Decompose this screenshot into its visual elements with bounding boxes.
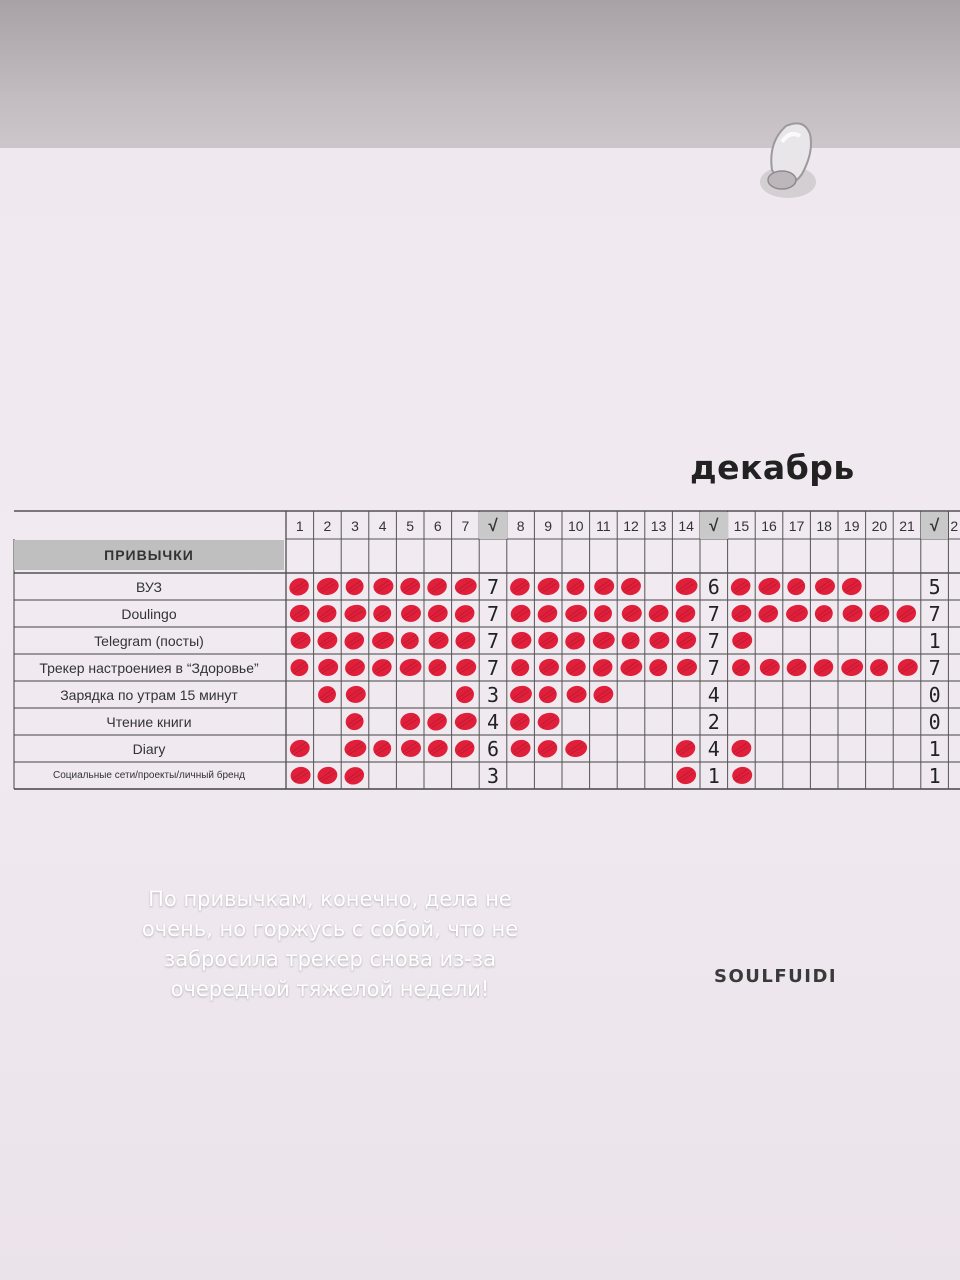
habit-mark — [759, 658, 781, 677]
habit-mark — [840, 657, 865, 678]
week-total: 3 — [486, 763, 499, 788]
habit-mark — [426, 603, 450, 625]
habit-mark — [563, 629, 588, 652]
habits-header: ПРИВЫЧКИ — [14, 540, 284, 570]
habit-mark — [673, 602, 698, 625]
habit-mark — [897, 658, 919, 677]
habit-mark — [371, 738, 394, 760]
habit-mark — [509, 603, 533, 625]
week-total: 6 — [707, 574, 720, 599]
day-number: 19 — [844, 517, 860, 534]
month-title: декабрь — [690, 448, 855, 487]
habit-mark — [426, 657, 449, 679]
habit-mark — [453, 576, 478, 597]
habit-mark — [400, 739, 422, 758]
day-number: 8 — [516, 517, 525, 534]
habit-mark — [369, 656, 394, 679]
habit-mark — [536, 630, 560, 652]
week-total: 6 — [486, 736, 499, 761]
habit-name: Diary — [132, 740, 166, 757]
habit-mark — [428, 631, 450, 650]
habit-mark — [621, 604, 643, 623]
habit-mark — [453, 711, 478, 732]
habit-mark — [288, 603, 312, 625]
caption-line: очередной тяжелой недели! — [170, 977, 490, 1001]
habit-mark — [290, 631, 312, 650]
week-total: 4 — [486, 709, 499, 734]
habit-mark — [564, 603, 589, 624]
habit-mark — [507, 575, 532, 598]
habit-mark — [785, 603, 810, 624]
habit-mark — [811, 656, 836, 679]
habit-mark — [371, 603, 394, 625]
week-total: 4 — [707, 682, 720, 707]
habit-mark — [592, 603, 615, 625]
habit-mark — [290, 766, 312, 785]
habit-mark — [509, 738, 533, 760]
week-total: 0 — [928, 709, 941, 734]
caption-line: По привычкам, конечно, дела не — [148, 887, 512, 911]
habit-mark — [371, 630, 396, 651]
day-number: 7 — [461, 517, 470, 534]
habit-mark — [342, 629, 367, 652]
week-total: 1 — [928, 628, 941, 653]
day-number: 20 — [871, 517, 888, 534]
caption-line: забросила трекер снова из-за — [164, 947, 496, 971]
habit-mark — [400, 604, 422, 623]
week-total: 7 — [928, 601, 941, 626]
day-number: 5 — [406, 517, 415, 534]
habit-name: Социальные сети/проекты/личный бренд — [53, 770, 245, 781]
habit-mark — [452, 602, 477, 625]
week-total: 2 — [707, 709, 720, 734]
day-number: 17 — [788, 517, 805, 534]
day-number: 2 — [323, 517, 332, 534]
habit-mark — [287, 575, 312, 598]
week-total: 5 — [928, 574, 941, 599]
day-number: 4 — [378, 517, 387, 534]
habit-mark — [343, 576, 366, 598]
habit-mark — [507, 710, 532, 733]
habit-mark — [425, 710, 450, 733]
habit-mark — [728, 575, 753, 598]
habit-mark — [509, 684, 534, 705]
habit-mark — [674, 630, 698, 652]
habit-mark — [564, 576, 587, 598]
habit-name: Telegram (посты) — [94, 632, 204, 649]
habit-mark — [455, 658, 477, 677]
week-total: 7 — [486, 655, 499, 680]
day-number: 3 — [351, 517, 359, 534]
day-number: 21 — [899, 517, 915, 534]
habit-mark — [398, 657, 423, 678]
day-number: 9 — [544, 517, 553, 534]
week-total: 1 — [707, 763, 720, 788]
day-number: 10 — [568, 517, 584, 534]
habit-mark — [894, 602, 919, 625]
habit-name: Doulingo — [121, 605, 177, 622]
habit-mark — [868, 603, 892, 625]
habit-mark — [316, 684, 339, 706]
habit-mark — [868, 657, 891, 679]
week-total: 7 — [707, 628, 720, 653]
week-total: 4 — [707, 736, 720, 761]
habit-mark — [454, 630, 478, 652]
habit-mark — [537, 684, 560, 706]
habit-mark — [590, 656, 615, 679]
habit-mark — [619, 576, 643, 598]
habit-mark — [731, 766, 753, 785]
habit-mark — [426, 738, 450, 760]
caption-line: очень, но горжусь с собой, что не — [141, 917, 519, 941]
habit-mark — [452, 737, 477, 760]
habit-mark — [842, 604, 864, 623]
day-number: 13 — [650, 517, 667, 534]
habit-mark — [316, 765, 340, 787]
habit-mark — [288, 657, 311, 679]
habit-mark — [730, 738, 754, 760]
habit-mark — [674, 576, 699, 597]
brand-name: SOULFUIDI — [714, 966, 838, 987]
habit-mark — [647, 657, 670, 679]
habit-mark — [785, 657, 809, 679]
week-total: 1 — [928, 763, 941, 788]
week-check-header: √ — [479, 512, 507, 539]
habit-name: Трекер настроениея в “Здоровье” — [39, 659, 259, 676]
day-number: 18 — [816, 517, 832, 534]
habit-mark — [510, 631, 532, 650]
habit-mark — [757, 576, 782, 597]
day-number: 16 — [761, 517, 777, 534]
day-number: 14 — [678, 517, 694, 534]
story-caption — [110, 884, 550, 1004]
habit-mark — [425, 575, 450, 598]
habit-mark — [454, 684, 477, 706]
habit-mark — [814, 577, 836, 596]
habit-mark — [538, 658, 560, 677]
habit-mark — [813, 603, 836, 625]
habit-mark — [398, 576, 422, 598]
habit-mark — [785, 576, 808, 598]
habit-mark — [676, 658, 698, 677]
habit-mark — [566, 685, 588, 704]
habit-mark — [536, 711, 561, 732]
habit-mark — [342, 764, 367, 787]
habit-mark — [314, 602, 339, 625]
habit-name: Чтение книги — [106, 713, 192, 730]
day-number: 1 — [295, 517, 304, 534]
habit-mark — [509, 657, 532, 679]
day-number: 12 — [623, 517, 639, 534]
habit-mark — [647, 603, 671, 625]
habit-mark — [619, 630, 642, 652]
habit-mark — [730, 603, 754, 625]
habit-mark — [564, 657, 588, 679]
habit-mark — [343, 711, 366, 733]
habit-mark — [535, 737, 560, 760]
habit-mark — [316, 630, 340, 652]
week-total: 7 — [486, 601, 499, 626]
habit-name: ВУЗ — [136, 578, 162, 595]
habit-mark — [592, 684, 616, 706]
week-total: 7 — [486, 628, 499, 653]
habit-mark — [648, 631, 670, 650]
habit-mark — [343, 657, 367, 679]
habit-mark — [591, 630, 616, 651]
habit-mark — [535, 602, 560, 625]
habit-mark — [343, 738, 368, 759]
habit-mark — [317, 658, 339, 677]
habit-mark — [343, 603, 368, 624]
habit-mark — [564, 738, 589, 759]
day-number: 2 — [950, 517, 959, 534]
habit-mark — [593, 577, 615, 596]
week-total: 0 — [928, 682, 941, 707]
week-total: 7 — [486, 574, 499, 599]
week-total: 7 — [928, 655, 941, 680]
week-check-header: √ — [921, 512, 949, 539]
habit-mark — [372, 577, 394, 596]
habit-mark — [619, 657, 644, 678]
day-number: 11 — [596, 517, 611, 534]
habit-mark — [536, 576, 561, 597]
habit-name: Зарядка по утрам 15 минут — [60, 686, 238, 703]
habit-mark — [756, 602, 781, 625]
habit-mark — [730, 657, 753, 679]
habit-mark — [288, 738, 312, 760]
week-total: 7 — [707, 601, 720, 626]
habit-mark — [731, 631, 753, 650]
habit-mark — [673, 737, 698, 760]
habit-mark — [840, 576, 864, 598]
week-check-header: √ — [700, 512, 728, 539]
week-total: 3 — [486, 682, 499, 707]
week-total: 1 — [928, 736, 941, 761]
week-total: 7 — [707, 655, 720, 680]
day-number: 6 — [433, 517, 442, 534]
habit-mark — [399, 630, 422, 652]
habit-mark — [345, 685, 367, 704]
habit-mark — [674, 765, 698, 787]
day-number: 15 — [733, 517, 750, 534]
habit-mark — [315, 576, 340, 597]
habit-mark — [398, 711, 422, 733]
